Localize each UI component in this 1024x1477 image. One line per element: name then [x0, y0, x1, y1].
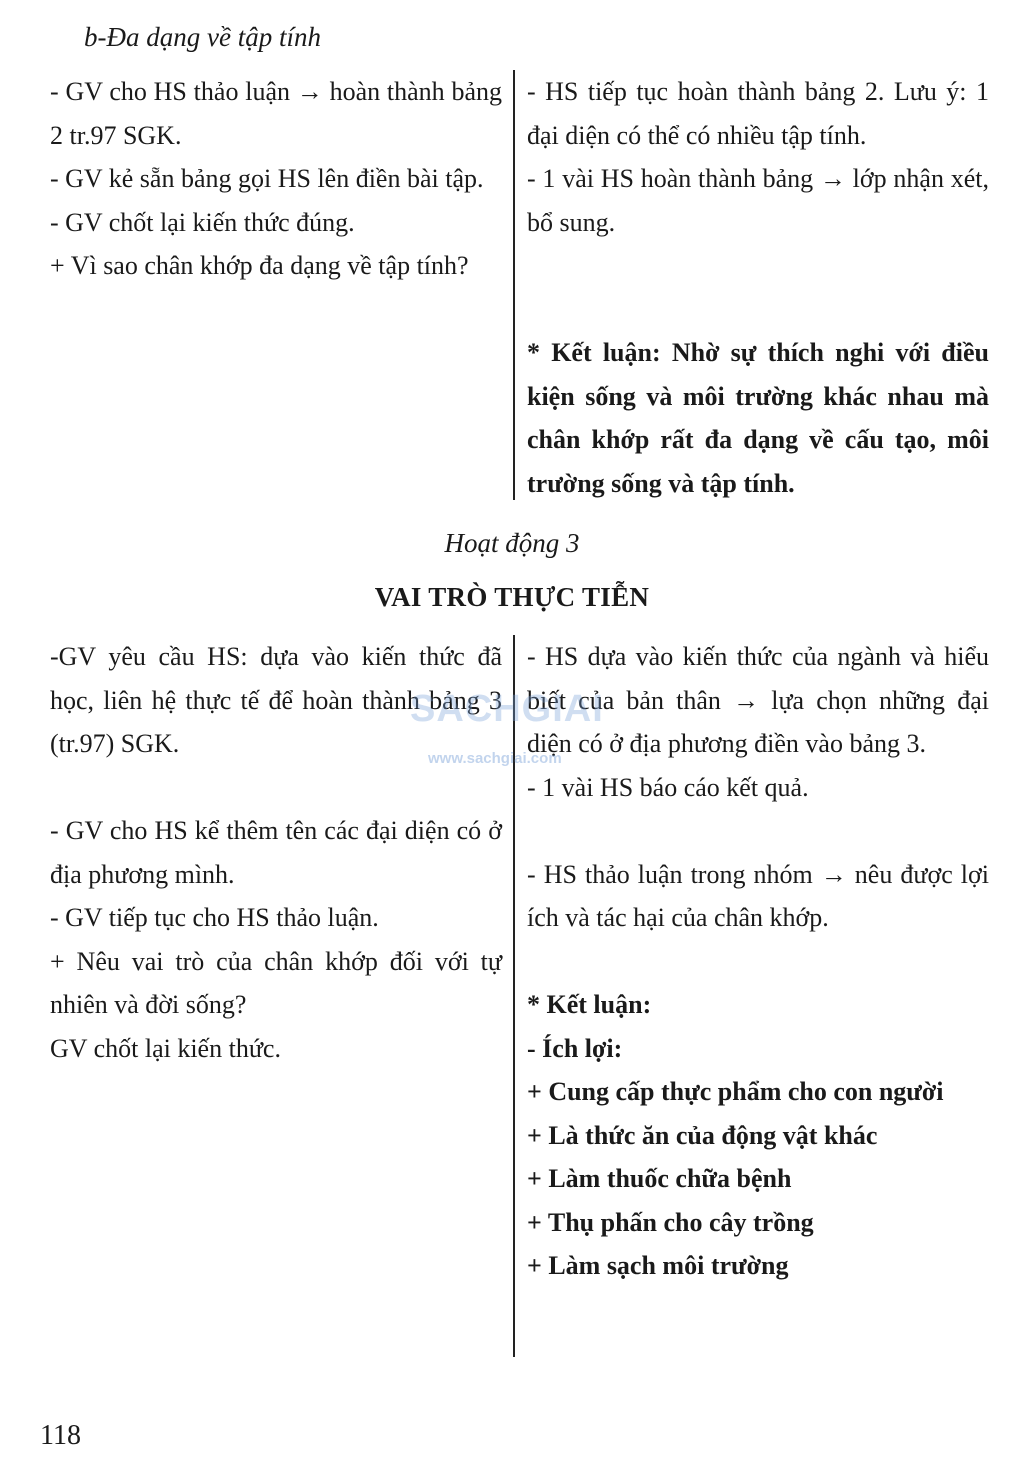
student-step-1: - HS dựa vào kiến thức của ngành và hiểu biết của bản thân → lựa chọn những đại diện có ở địa phương điền vào bảng 3. — [527, 642, 989, 758]
teacher-activities-column — [50, 70, 502, 288]
teacher-step-1: -GV yêu cầu HS: dựa vào kiến thức đã học, liên hệ thực tế để hoàn thành bảng 3 (tr.97) SGK. — [50, 642, 502, 758]
section-1-table — [0, 70, 1024, 500]
conclusion-1: * Kết luận: Nhờ sự thích nghi với điều kiện sống và môi trường khác nhau mà chân khớp rất đa dạng về cấu tạo, môi trường sống và tập tính. — [527, 338, 989, 498]
benefit-item: + Là thức ăn của động vật khác — [527, 1120, 878, 1150]
teacher-conclusion: GV chốt lại kiến thức. — [50, 1033, 281, 1063]
benefit-item: + Làm thuốc chữa bệnh — [527, 1164, 792, 1193]
benefits-title: - Ích lợi: — [527, 1033, 623, 1063]
teacher-step-1: - GV cho HS thảo luận → hoàn thành bảng 2 tr.97 SGK. — [50, 77, 502, 150]
student-step-2: - 1 vài HS hoàn thành bảng → lớp nhận xét, bổ sung. — [527, 164, 989, 237]
benefit-item: + Làm sạch môi trường — [527, 1251, 789, 1280]
section-b-heading: b-Đa dạng về tập tính — [84, 22, 321, 52]
watermark-logo: SACHGIAI — [410, 688, 604, 730]
benefit-item: + Cung cấp thực phẩm cho con người — [527, 1077, 944, 1106]
student-activities-column — [527, 70, 989, 505]
student-activities-column — [527, 635, 989, 1288]
activity-3-title: VAI TRÒ THỰC TIỄN — [374, 582, 650, 612]
student-step-1: - HS tiếp tục hoàn thành bảng 2. Lưu ý: 1 đại diện có thể có nhiều tập tính. — [527, 77, 989, 150]
benefit-item: + Thụ phấn cho cây trồng — [527, 1207, 814, 1237]
teacher-step-2: - GV kẻ sẵn bảng gọi HS lên điền bài tập. — [50, 164, 484, 193]
student-step-3: - HS thảo luận trong nhóm → nêu được lợi ích và tác hại của chân khớp. — [527, 859, 989, 932]
teacher-question: + Vì sao chân khớp đa dạng về tập tính? — [50, 251, 469, 280]
column-divider — [513, 635, 515, 1357]
column-divider — [513, 70, 515, 500]
student-step-2: - 1 vài HS báo cáo kết quả. — [527, 772, 809, 802]
teacher-step-2: - GV cho HS kể thêm tên các đại diện có ở địa phương mình. — [50, 816, 502, 889]
section-2-table — [0, 635, 1024, 1357]
teacher-step-3: - GV chốt lại kiến thức đúng. — [50, 207, 355, 237]
watermark-url: www.sachgiai.com — [428, 750, 562, 767]
teacher-activities-column — [50, 635, 502, 1070]
conclusion-2-title: * Kết luận: — [527, 990, 652, 1019]
page-number: 118 — [40, 1420, 81, 1451]
teacher-step-3: - GV tiếp tục cho HS thảo luận. — [50, 903, 379, 932]
activity-3-label: Hoạt động 3 — [444, 528, 580, 558]
teacher-question: + Nêu vai trò của chân khớp đối với tự nhiên và đời sống? — [50, 946, 502, 1019]
